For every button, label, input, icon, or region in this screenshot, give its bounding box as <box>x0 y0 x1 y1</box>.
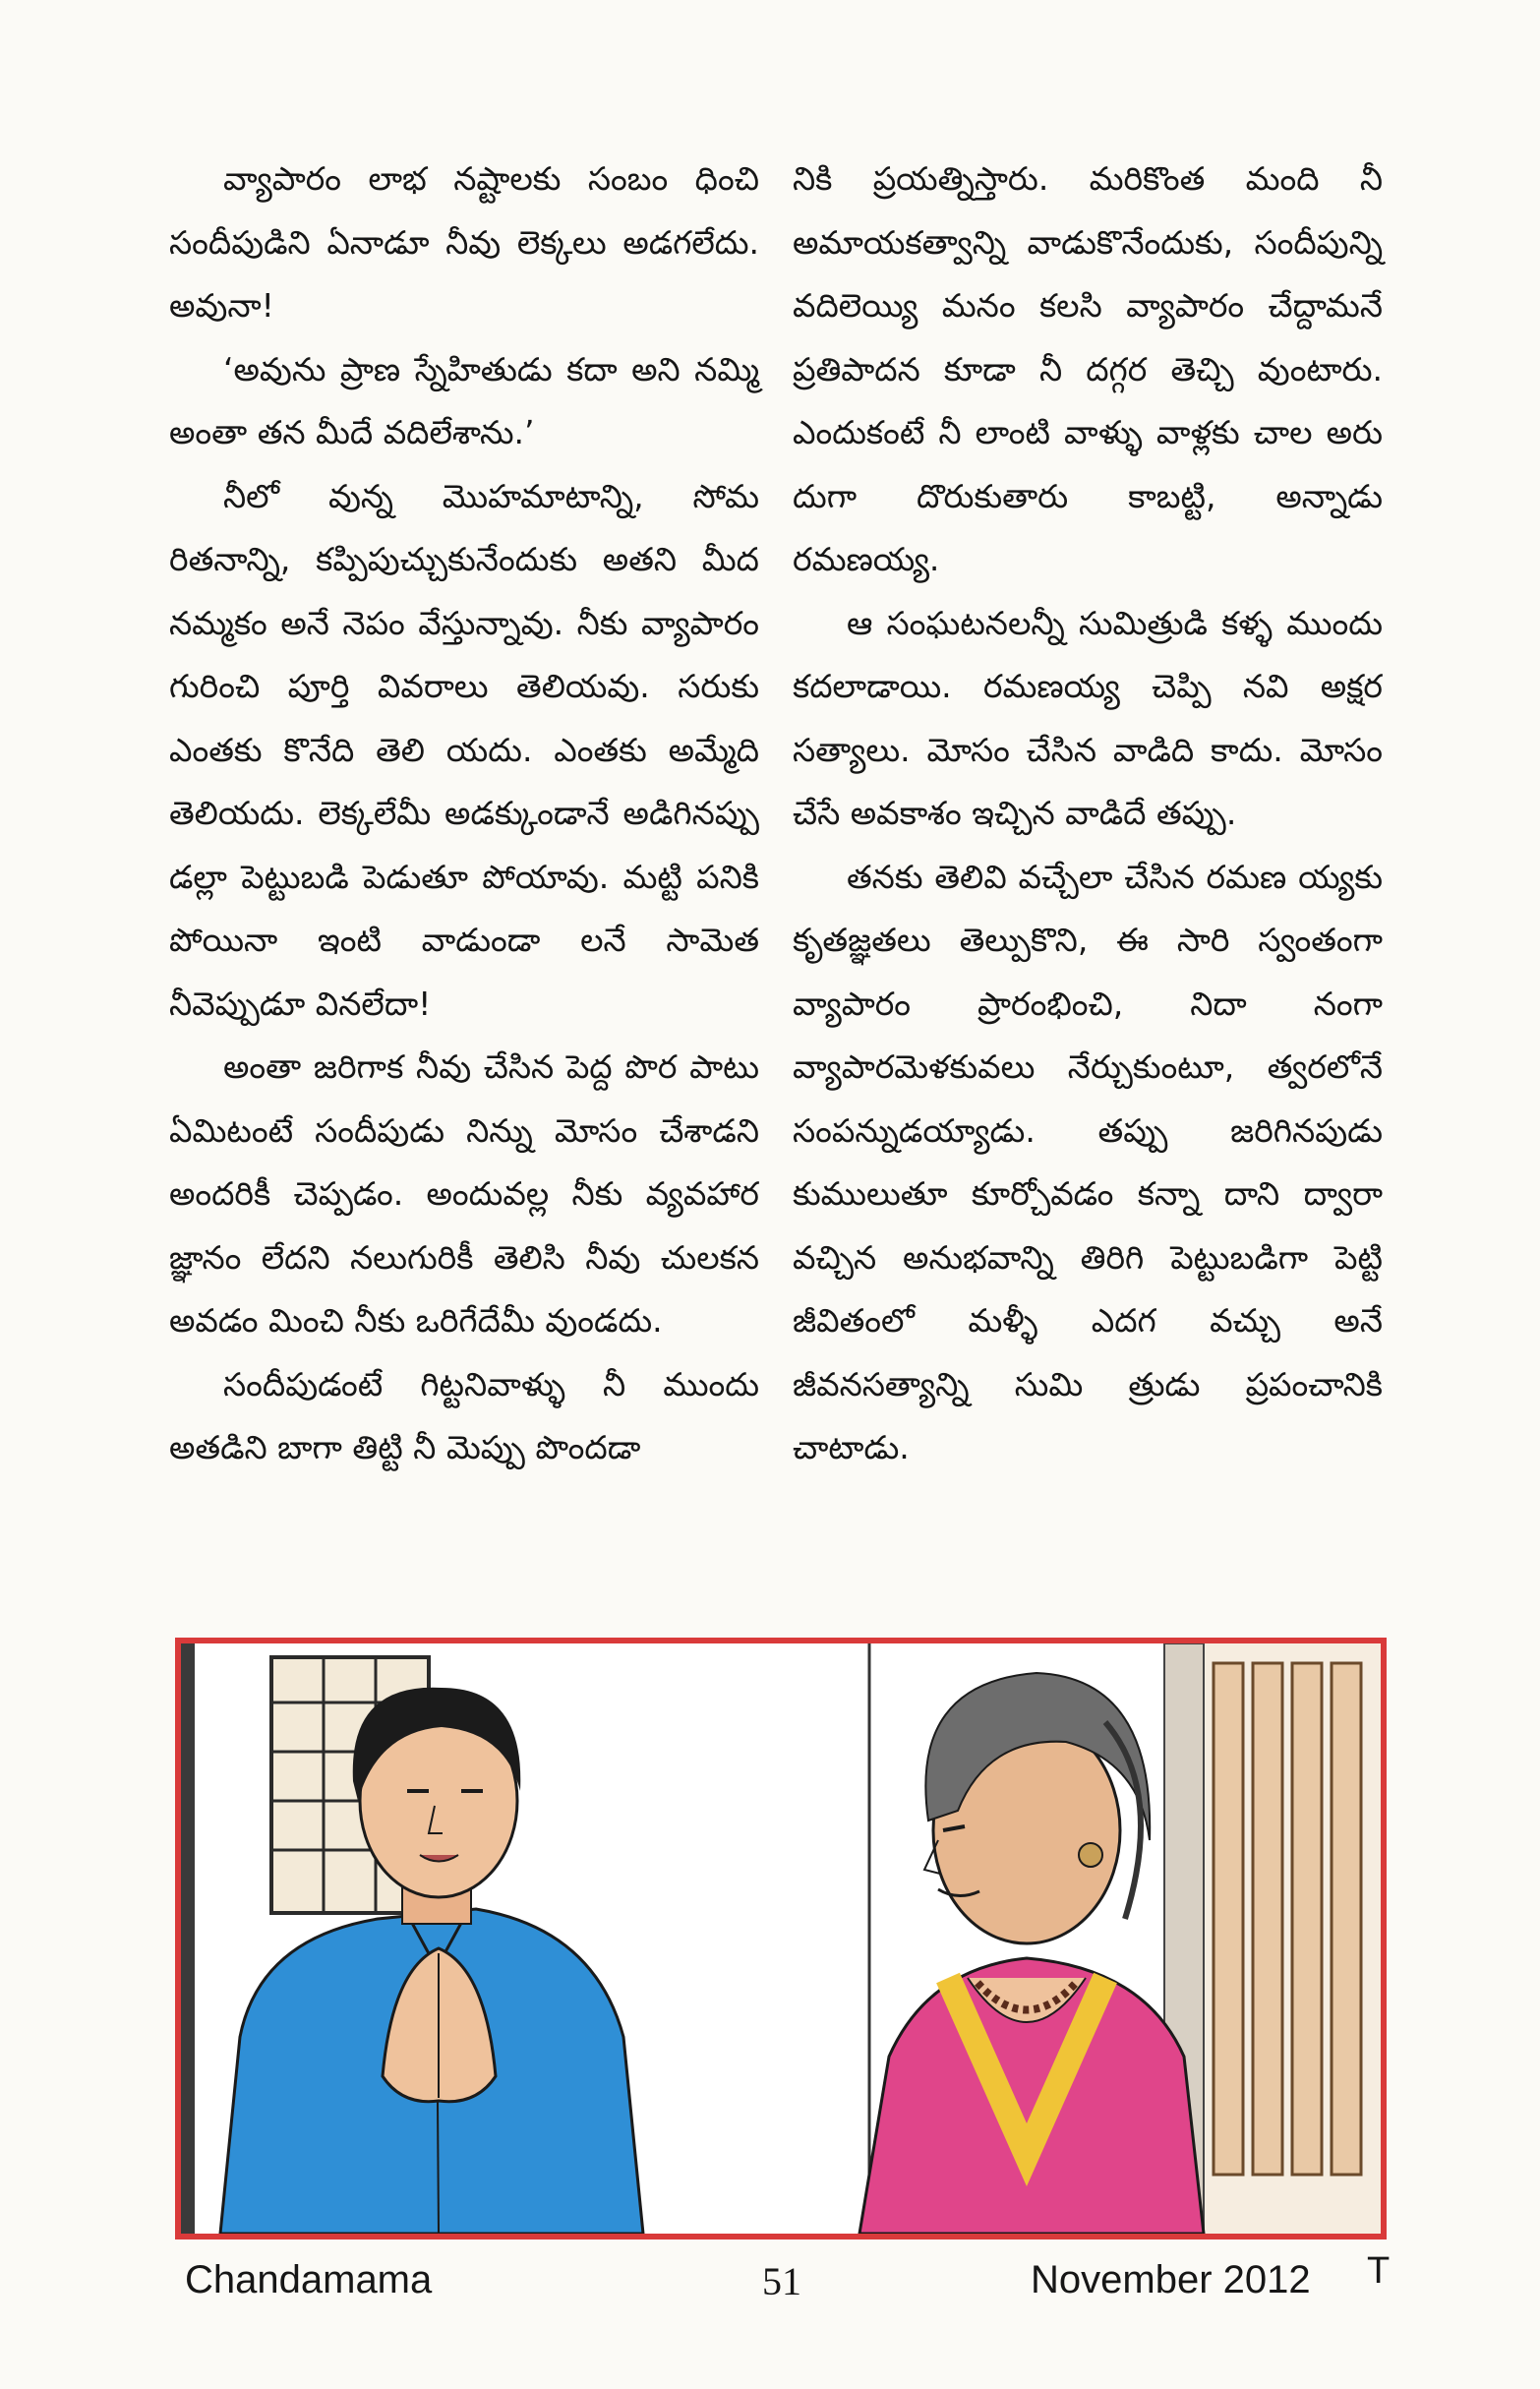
issue-date: November 2012 <box>1031 2258 1311 2301</box>
page-number: 51 <box>762 2259 801 2303</box>
edition-mark: T <box>1367 2250 1391 2292</box>
paragraph: నికి ప్రయత్నిస్తారు. మరికొంత మంది నీ అమాయకత్వాన్ని వాడుకొనేందుకు, సందీపున్ని వదిలెయ్యి మనం కలసి వ్యాపారం చేద్దామనే ప్రతిపాదన కూడా నీ దగ్గర తెచ్చి వుంటారు. ఎందుకంటే నీ లాంటి వాళ్ళు వాళ్లకు చాల అరు దుగా దొరుకుతారు కాబట్టి, అన్నాడు రమణయ్య. <box>793 159 1383 578</box>
right-text-column <box>793 148 1383 1480</box>
story-illustration <box>175 1638 1387 2240</box>
paragraph: ఆ సంఘటనలన్నీ సుమిత్రుడి కళ్ళ ముందు కదలాడాయి. రమణయ్య చెప్పి నవి అక్షర సత్యాలు. మోసం చేసిన వాడిది కాదు. మోసం చేసే అవకాశం ఇచ్చిన వాడిదే తప్పు. <box>793 603 1383 832</box>
left-edge-grille <box>181 1643 195 2234</box>
paragraph: సందీపుడంటే గిట్టనివాళ్ళు నీ ముందు అతడిని బాగా తిట్టి నీ మెప్పు పొందడా <box>169 1364 759 1466</box>
paragraph: వ్యాపారం లాభ నష్టాలకు సంబం ధించి సందీపుడిని ఏనాడూ నీవు లెక్కలు అడగలేదు. అవునా! <box>169 159 759 325</box>
paragraph: నీలో వున్న మొహమాటాన్ని, సోమ రితనాన్ని, కప్పిపుచ్చుకునేందుకు అతని మీద నమ్మకం అనే నెపం వేస్తున్నావు. నీకు వ్యాపారం గురించి పూర్తి వివరాలు తెలియవు. సరుకు ఎంతకు కొనేది తెలి యదు. ఎంతకు అమ్మేది తెలియదు. లెక్కలేమీ అడక్కుండానే అడిగినప్పు డల్లా పెట్టుబడి పెడుతూ పోయావు. మట్టి పనికి పోయినా ఇంటి వాడుండా లనే సామెత నీవెప్పుడూ వినలేదా! <box>169 476 759 1023</box>
paragraph: తనకు తెలివి వచ్చేలా చేసిన రమణ య్యకు కృతజ్ఞతలు తెల్పుకొని, ఈ సారి స్వంతంగా వ్యాపారం ప్రారంభించి, నిదా నంగా వ్యాపారమెళకువలు నేర్చుకుంటూ, త్వరలోనే సంపన్నుడయ్యాడు. తప్పు జరిగినపుడు కుములుతూ కూర్చోవడం కన్నా దాని ద్వారా వచ్చిన అనుభవాన్ని తిరిగి పెట్టుబడిగా పెట్టి జీవితంలో మళ్ళీ ఎదగ వచ్చు అనే జీవనసత్యాన్ని సుమి త్రుడు ప్రపంచానికి చాటాడు. <box>793 857 1383 1466</box>
paragraph: ‘అవును ప్రాణ స్నేహితుడు కదా అని నమ్మి అంతా తన మీదే వదిలేశాను.’ <box>169 349 759 451</box>
paragraph: అంతా జరిగాక నీవు చేసిన పెద్ద పొర పాటు ఏమిటంటే సందీపుడు నిన్ను మోసం చేశాడని అందరికీ చెప్పడం. అందువల్ల నీకు వ్యవహార జ్ఞానం లేదని నలుగురికీ తెలిసి నీవు చులకన అవడం మించి నీకు ఒరిగేదేమీ వుండదు. <box>169 1047 759 1340</box>
left-text-column <box>169 148 759 1480</box>
illustration-art <box>181 1643 1381 2234</box>
magazine-name: Chandamama <box>185 2258 433 2301</box>
elder-man-figure <box>859 1673 1204 2234</box>
